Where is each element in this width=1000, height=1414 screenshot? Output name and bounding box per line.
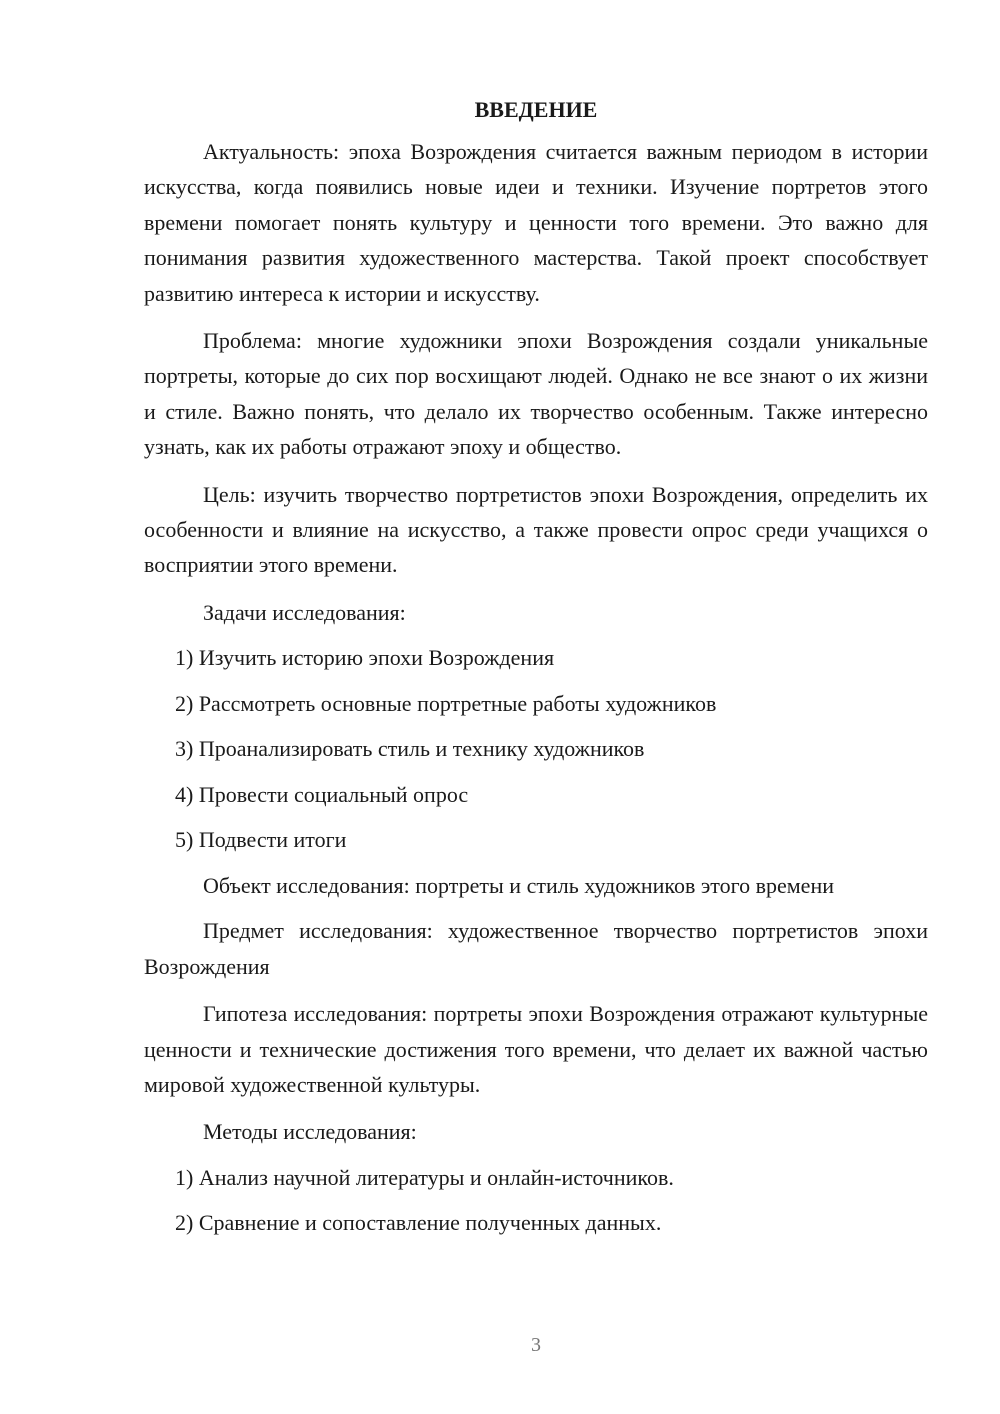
subject-paragraph: Предмет исследования: художественное творчество портретистов эпохи Возрождения: [144, 918, 928, 979]
list-item: 3) Проанализировать стиль и технику художников: [175, 736, 645, 762]
methods-list: [144, 1160, 928, 1241]
object-line: Объект исследования: портреты и стиль художников этого времени: [203, 872, 834, 898]
list-item: 1) Анализ научной литературы и онлайн-источников.: [175, 1164, 674, 1190]
page-body: [144, 90, 928, 1251]
problem-paragraph: Проблема: многие художники эпохи Возрождения создали уникальные портреты, которые до сих пор восхищают людей. Однако не все знают о их жизни и стиле. Важно понять, что делало их творчество особенным. Также интересно узнать, как их работы отражают эпоху и общество.: [144, 328, 928, 460]
page-number: 3: [531, 1334, 541, 1356]
goal-paragraph: Цель: изучить творчество портретистов эпохи Возрождения, определить их особенности и влияние на искусство, а также провести опрос среди учащихся о восприятии этого времени.: [144, 481, 928, 578]
list-item: 1) Изучить историю эпохи Возрождения: [175, 645, 555, 671]
list-item: 5) Подвести итоги: [175, 827, 347, 853]
section-title: ВВЕДЕНИЕ: [474, 97, 598, 122]
methods-heading: Методы исследования:: [203, 1119, 417, 1145]
list-item: 4) Провести социальный опрос: [175, 781, 469, 807]
list-item: 2) Рассмотреть основные портретные работы художников: [175, 690, 717, 716]
list-item: 2) Сравнение и сопоставление полученных данных.: [175, 1210, 662, 1236]
tasks-list: [144, 640, 928, 857]
relevance-paragraph: Актуальность: эпоха Возрождения считается важным периодом в истории искусства, когда появились новые идеи и техники. Изучение портретов этого времени помогает понять культуру и ценности того времени. Это важно для понимания развития художественного мастерства. Такой проект способствует развитию интереса к истории и искусству.: [144, 139, 928, 306]
hypothesis-paragraph: Гипотеза исследования: портреты эпохи Возрождения отражают культурные ценности и технические достижения того времени, что делает их важной частью мировой художественной культуры.: [144, 1001, 928, 1097]
tasks-heading: Задачи исследования:: [203, 599, 406, 625]
